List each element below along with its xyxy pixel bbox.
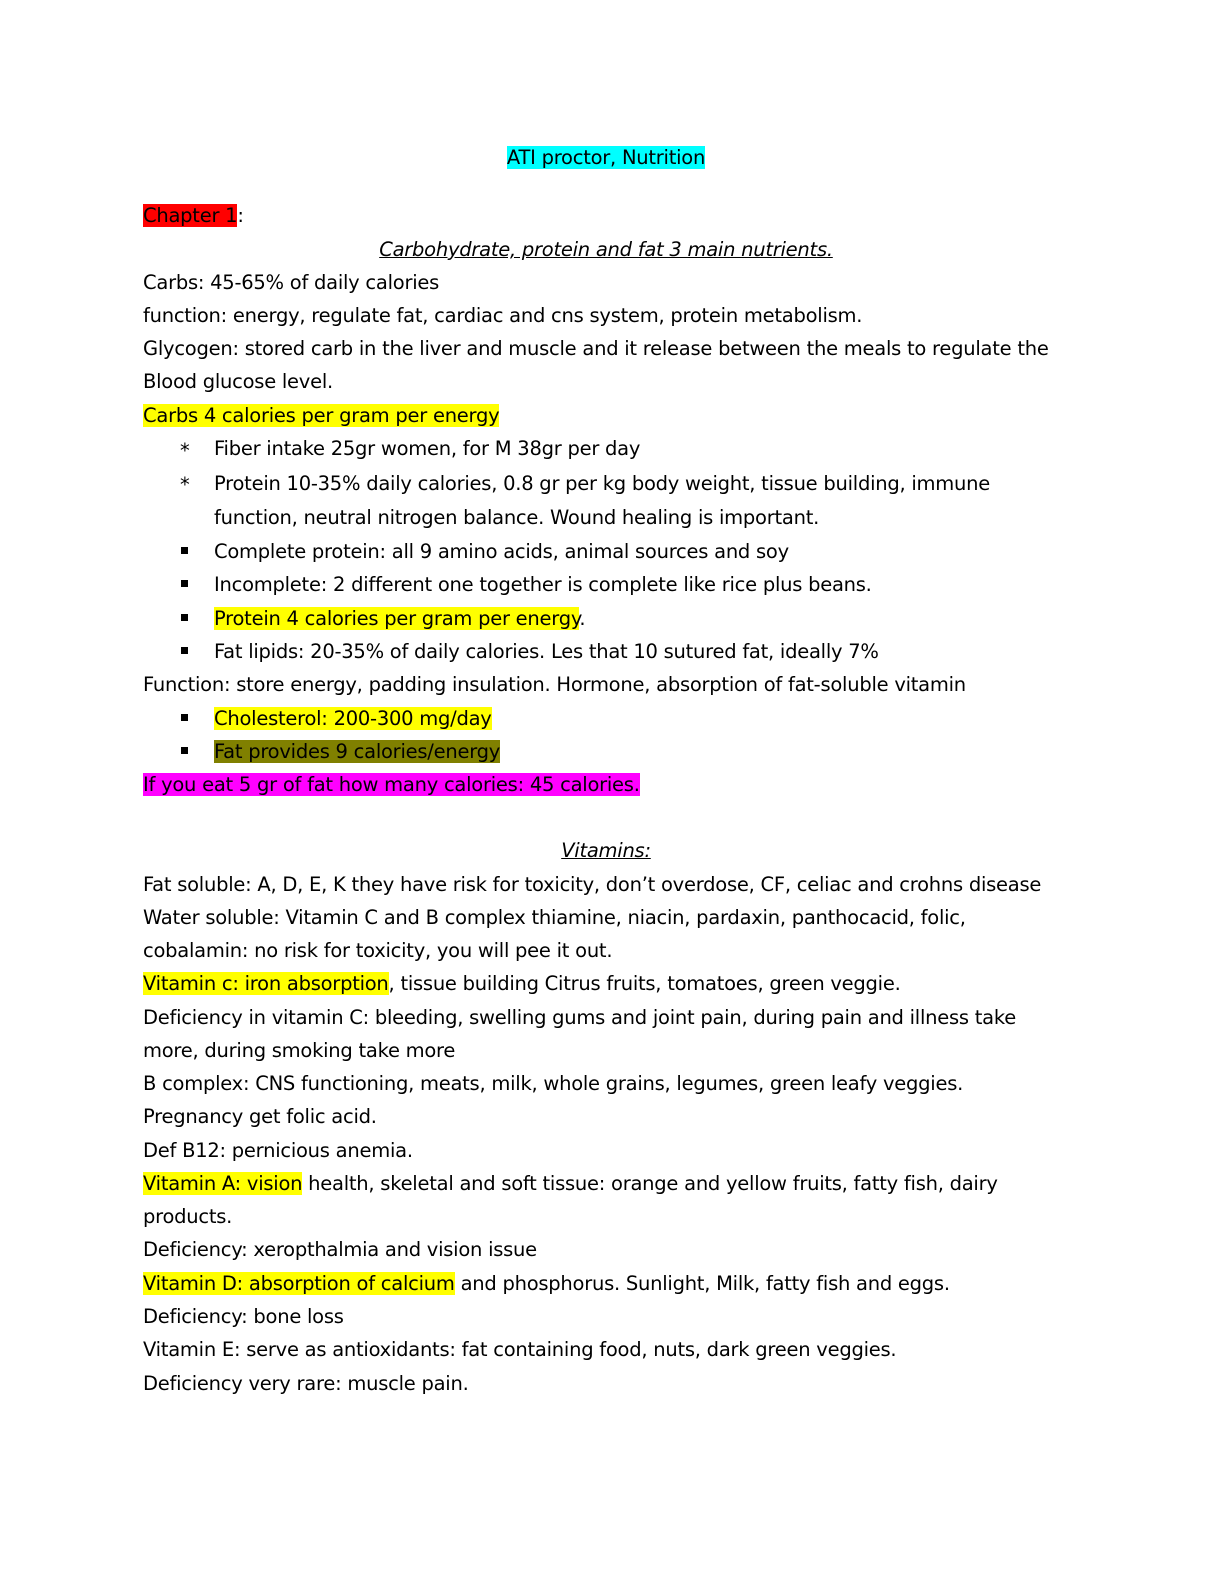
vitamin-c-line: Vitamin c: iron absorption, tissue building Citrus fruits, tomatoes, green veggie.	[143, 972, 901, 995]
vitamin-e-deficiency-line: Deficiency very rare: muscle pain.	[143, 1372, 469, 1395]
square-bullet-icon	[181, 547, 188, 554]
vitamin-c-deficiency-line-continued: more, during smoking take more	[143, 1039, 456, 1062]
protein-list-item: Protein 10-35% daily calories, 0.8 gr per kg body weight, tissue building, immune	[214, 472, 990, 495]
complete-protein-list-item: Complete protein: all 9 amino acids, animal sources and soy	[214, 540, 789, 563]
macronutrients-heading: Carbohydrate, protein and fat 3 main nutrients.	[379, 238, 833, 261]
protein-list-item-continued: function, neutral nitrogen balance. Wound healing is important.	[214, 506, 820, 529]
vitamin-d-deficiency-line: Deficiency: bone loss	[143, 1305, 344, 1328]
fat-function-line: Function: store energy, padding insulation. Hormone, absorption of fat-soluble vitamin	[143, 673, 966, 696]
vitamin-d-line: Vitamin D: absorption of calcium and phosphorus. Sunlight, Milk, fatty fish and eggs.	[143, 1272, 950, 1295]
vitamin-a-line: Vitamin A: vision health, skeletal and soft tissue: orange and yellow fruits, fatty fish, dairy	[143, 1172, 998, 1195]
b12-deficiency-line: Def B12: pernicious anemia.	[143, 1139, 413, 1162]
square-bullet-icon	[181, 647, 188, 654]
square-bullet-icon	[181, 580, 188, 587]
vitamin-c-deficiency-line: Deficiency in vitamin C: bleeding, swelling gums and joint pain, during pain and illness take	[143, 1006, 1016, 1029]
fat-soluble-line: Fat soluble: A, D, E, K they have risk for toxicity, don’t overdose, CF, celiac and crohns disease	[143, 873, 1042, 896]
fat-calories-question: If you eat 5 gr of fat how many calories: 45 calories.	[143, 773, 640, 796]
glycogen-line: Glycogen: stored carb in the liver and muscle and it release between the meals to regulate the	[143, 337, 1049, 360]
fat-calories-list-item: Fat provides 9 calories/energy	[214, 740, 501, 763]
square-bullet-icon	[181, 747, 188, 754]
star-bullet-icon: *	[180, 439, 190, 462]
square-bullet-icon	[181, 614, 188, 621]
document-title: ATI proctor, Nutrition	[506, 146, 706, 169]
fiber-list-item: Fiber intake 25gr women, for M 38gr per day	[214, 437, 641, 460]
carbs-function-line: function: energy, regulate fat, cardiac and cns system, protein metabolism.	[143, 304, 863, 327]
water-soluble-line: Water soluble: Vitamin C and B complex thiamine, niacin, pardaxin, panthocacid, folic,	[143, 906, 966, 929]
b-complex-line: B complex: CNS functioning, meats, milk, whole grains, legumes, green leafy veggies.	[143, 1072, 964, 1095]
incomplete-protein-list-item: Incomplete: 2 different one together is complete like rice plus beans.	[214, 573, 872, 596]
carbs-line: Carbs: 45-65% of daily calories	[143, 271, 440, 294]
carbs-calories-line: Carbs 4 calories per gram per energy	[143, 404, 500, 427]
pregnancy-line: Pregnancy get folic acid.	[143, 1105, 377, 1128]
fat-lipids-list-item: Fat lipids: 20-35% of daily calories. Les that 10 sutured fat, ideally 7%	[214, 640, 879, 663]
glycogen-line-continued: Blood glucose level.	[143, 370, 333, 393]
cholesterol-list-item: Cholesterol: 200-300 mg/day	[214, 707, 492, 730]
vitamin-e-line: Vitamin E: serve as antioxidants: fat containing food, nuts, dark green veggies.	[143, 1338, 897, 1361]
square-bullet-icon	[181, 714, 188, 721]
star-bullet-icon: *	[180, 473, 190, 496]
chapter-heading: Chapter 1:	[143, 204, 244, 227]
vitamin-a-deficiency-line: Deficiency: xeropthalmia and vision issue	[143, 1238, 537, 1261]
vitamin-a-line-continued: products.	[143, 1205, 233, 1228]
protein-calories-list-item: Protein 4 calories per gram per energy.	[214, 607, 586, 630]
water-soluble-line-continued: cobalamin: no risk for toxicity, you will pee it out.	[143, 939, 613, 962]
vitamins-heading: Vitamins:	[561, 839, 651, 862]
